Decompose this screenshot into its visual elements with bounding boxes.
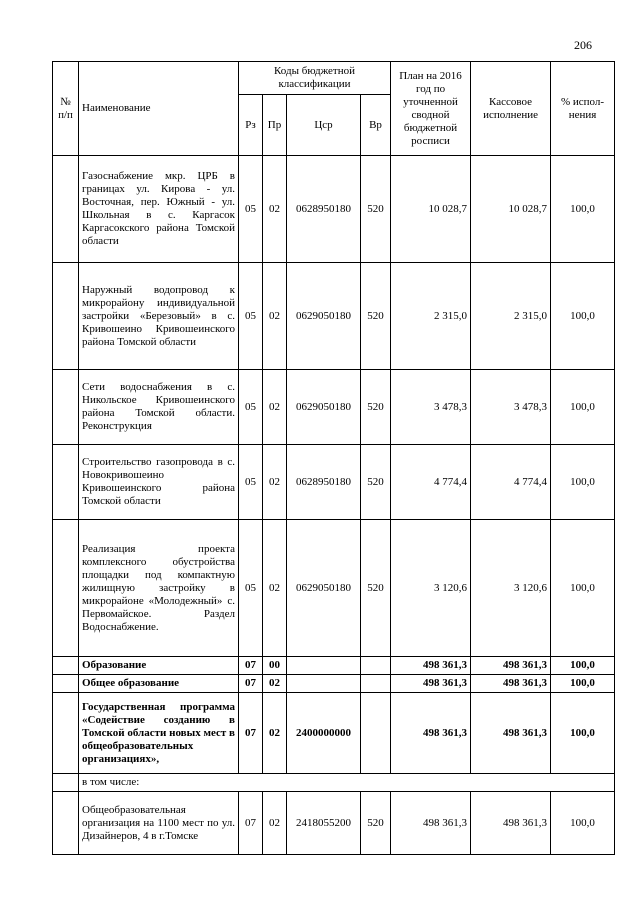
cell-vr: 520 bbox=[361, 156, 391, 263]
cell-rz: 07 bbox=[239, 693, 263, 774]
cell-num bbox=[53, 370, 79, 445]
cell-percent: 100,0 bbox=[551, 520, 615, 657]
cell-name: Сети водоснабжения в с. Никольское Кривошеинского района Томской области. Реконструкция bbox=[79, 370, 239, 445]
table-row bbox=[53, 675, 615, 693]
cell-plan: 498 361,3 bbox=[391, 693, 471, 774]
cell-num bbox=[53, 792, 79, 855]
cell-pr: 00 bbox=[263, 657, 287, 675]
cell-percent: 100,0 bbox=[551, 792, 615, 855]
table-row bbox=[53, 370, 615, 445]
header-vr: Вр bbox=[361, 95, 391, 156]
cell-percent: 100,0 bbox=[551, 445, 615, 520]
cell-plan: 2 315,0 bbox=[391, 263, 471, 370]
header-csr: Цср bbox=[287, 95, 361, 156]
cell-subheading: в том числе: bbox=[79, 774, 615, 792]
cell-cash: 3 478,3 bbox=[471, 370, 551, 445]
cell-csr: 0628950180 bbox=[287, 445, 361, 520]
header-plan: План на 2016 год по уточненной сводной бюджетной росписи bbox=[391, 62, 471, 156]
cell-vr bbox=[361, 657, 391, 675]
cell-pr: 02 bbox=[263, 263, 287, 370]
cell-percent: 100,0 bbox=[551, 370, 615, 445]
cell-plan: 3 120,6 bbox=[391, 520, 471, 657]
cell-cash: 10 028,7 bbox=[471, 156, 551, 263]
cell-name: Образование bbox=[79, 657, 239, 675]
cell-name: Газоснабжение мкр. ЦРБ в границах ул. Кирова - ул. Восточная, пер. Южный - ул. Школьная в с. Каргасок Каргасокского района Томской области bbox=[79, 156, 239, 263]
cell-num bbox=[53, 263, 79, 370]
header-num: № п/п bbox=[53, 62, 79, 156]
header-name: Наименование bbox=[79, 62, 239, 156]
table-row bbox=[53, 693, 615, 774]
cell-name: Общее образование bbox=[79, 675, 239, 693]
cell-csr bbox=[287, 657, 361, 675]
cell-cash: 498 361,3 bbox=[471, 657, 551, 675]
cell-plan: 498 361,3 bbox=[391, 675, 471, 693]
cell-num bbox=[53, 774, 79, 792]
cell-pr: 02 bbox=[263, 156, 287, 263]
cell-name: Строительство газопровода в с. Новокривошеино Кривошеинского района Томской области bbox=[79, 445, 239, 520]
cell-pr: 02 bbox=[263, 520, 287, 657]
cell-cash: 2 315,0 bbox=[471, 263, 551, 370]
cell-name: Наружный водопровод к микрорайону индивидуальной застройки «Березовый» в с. Кривошеино Кривошеинского района Томской области bbox=[79, 263, 239, 370]
cell-csr bbox=[287, 675, 361, 693]
page-number: 206 bbox=[574, 38, 592, 52]
table-row bbox=[53, 792, 615, 855]
table-row bbox=[53, 445, 615, 520]
cell-plan: 4 774,4 bbox=[391, 445, 471, 520]
cell-rz: 07 bbox=[239, 792, 263, 855]
cell-csr: 0629050180 bbox=[287, 370, 361, 445]
table-body bbox=[53, 156, 615, 855]
header-rz: Рз bbox=[239, 95, 263, 156]
table-row bbox=[53, 774, 615, 792]
cell-pr: 02 bbox=[263, 445, 287, 520]
cell-name: Реализация проекта комплексного обустройства площадки под компактную жилищную застройку в микрорайоне «Молодежный» с. Первомайское. Раздел Водоснабжение. bbox=[79, 520, 239, 657]
cell-num bbox=[53, 520, 79, 657]
cell-percent: 100,0 bbox=[551, 657, 615, 675]
cell-num bbox=[53, 675, 79, 693]
table-row bbox=[53, 263, 615, 370]
cell-vr bbox=[361, 675, 391, 693]
header-percent: % испол-нения bbox=[551, 62, 615, 156]
cell-percent: 100,0 bbox=[551, 263, 615, 370]
cell-name: Государственная программа «Содействие созданию в Томской области новых мест в общеобразовательных организациях», bbox=[79, 693, 239, 774]
budget-table bbox=[52, 61, 615, 855]
cell-num bbox=[53, 156, 79, 263]
cell-csr: 0629050180 bbox=[287, 520, 361, 657]
cell-vr: 520 bbox=[361, 520, 391, 657]
cell-pr: 02 bbox=[263, 675, 287, 693]
cell-plan: 498 361,3 bbox=[391, 792, 471, 855]
cell-csr: 0628950180 bbox=[287, 156, 361, 263]
table-row bbox=[53, 520, 615, 657]
cell-num bbox=[53, 693, 79, 774]
cell-percent: 100,0 bbox=[551, 693, 615, 774]
cell-plan: 3 478,3 bbox=[391, 370, 471, 445]
cell-plan: 498 361,3 bbox=[391, 657, 471, 675]
cell-pr: 02 bbox=[263, 370, 287, 445]
cell-num bbox=[53, 445, 79, 520]
table-header bbox=[53, 62, 615, 156]
cell-cash: 3 120,6 bbox=[471, 520, 551, 657]
cell-rz: 05 bbox=[239, 520, 263, 657]
cell-percent: 100,0 bbox=[551, 675, 615, 693]
cell-vr: 520 bbox=[361, 445, 391, 520]
cell-rz: 07 bbox=[239, 657, 263, 675]
cell-rz: 05 bbox=[239, 370, 263, 445]
cell-rz: 05 bbox=[239, 263, 263, 370]
cell-vr: 520 bbox=[361, 263, 391, 370]
cell-cash: 498 361,3 bbox=[471, 693, 551, 774]
cell-vr bbox=[361, 693, 391, 774]
header-codes-group: Коды бюджетной классификации bbox=[239, 62, 391, 95]
cell-csr: 0629050180 bbox=[287, 263, 361, 370]
cell-csr: 2400000000 bbox=[287, 693, 361, 774]
table-row bbox=[53, 657, 615, 675]
cell-pr: 02 bbox=[263, 693, 287, 774]
cell-num bbox=[53, 657, 79, 675]
cell-rz: 05 bbox=[239, 445, 263, 520]
cell-vr: 520 bbox=[361, 792, 391, 855]
table-row bbox=[53, 156, 615, 263]
cell-percent: 100,0 bbox=[551, 156, 615, 263]
header-cash: Кассовое исполнение bbox=[471, 62, 551, 156]
cell-rz: 05 bbox=[239, 156, 263, 263]
cell-plan: 10 028,7 bbox=[391, 156, 471, 263]
cell-pr: 02 bbox=[263, 792, 287, 855]
cell-name: Общеобразовательная организация на 1100 мест по ул. Дизайнеров, 4 в г.Томске bbox=[79, 792, 239, 855]
cell-csr: 2418055200 bbox=[287, 792, 361, 855]
header-pr: Пр bbox=[263, 95, 287, 156]
cell-cash: 4 774,4 bbox=[471, 445, 551, 520]
cell-vr: 520 bbox=[361, 370, 391, 445]
cell-cash: 498 361,3 bbox=[471, 792, 551, 855]
cell-cash: 498 361,3 bbox=[471, 675, 551, 693]
cell-rz: 07 bbox=[239, 675, 263, 693]
